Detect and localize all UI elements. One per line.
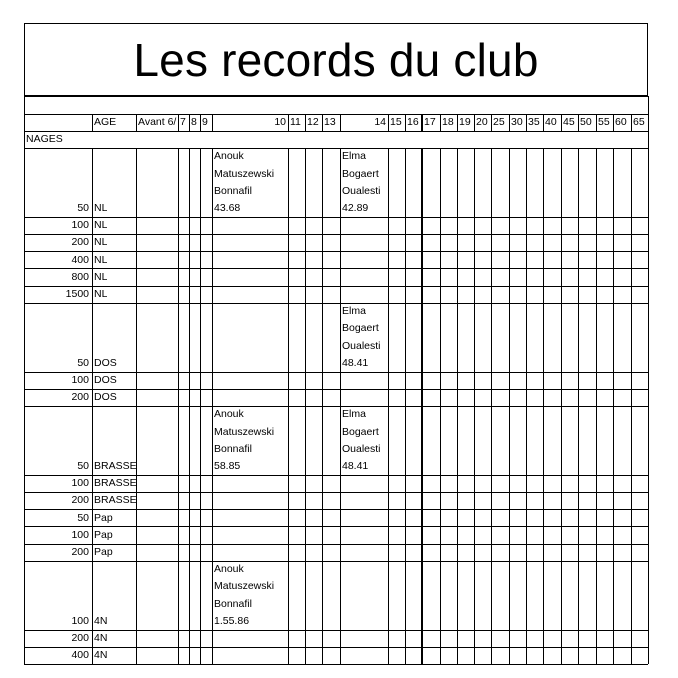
row-stroke: 4N bbox=[94, 614, 108, 627]
grid-line bbox=[613, 148, 614, 664]
header-col-avant-6-: Avant 6/ bbox=[138, 116, 177, 128]
grid-line bbox=[421, 148, 423, 664]
record-line: Matuszewski bbox=[214, 580, 275, 593]
header-col-16: 16 bbox=[407, 116, 419, 128]
record-line: Anouk bbox=[214, 408, 244, 421]
header-nages-label: NAGES bbox=[26, 133, 63, 146]
row-stroke: NL bbox=[94, 270, 108, 283]
record-line: Anouk bbox=[214, 563, 244, 576]
row-distance: 50 bbox=[77, 460, 89, 472]
grid-line bbox=[288, 114, 289, 131]
row-distance: 1500 bbox=[65, 288, 89, 300]
row-distance: 50 bbox=[77, 202, 89, 214]
row-stroke: BRASSE bbox=[94, 494, 137, 507]
record-line: Bogaert bbox=[342, 167, 379, 180]
grid-line bbox=[24, 372, 648, 373]
header-col-55: 55 bbox=[598, 116, 610, 128]
header-col-9: 9 bbox=[202, 116, 208, 128]
grid-line bbox=[200, 148, 201, 664]
grid-line bbox=[305, 148, 306, 664]
header-col-45: 45 bbox=[563, 116, 575, 128]
row-distance: 100 bbox=[71, 614, 89, 627]
row-stroke: Pap bbox=[94, 528, 113, 541]
header-col-8: 8 bbox=[191, 116, 197, 128]
header-col-35: 35 bbox=[528, 116, 540, 128]
header-col-65: 65 bbox=[633, 116, 645, 128]
grid-line bbox=[92, 114, 93, 131]
grid-line bbox=[24, 664, 648, 665]
record-line: 48.41 bbox=[342, 356, 369, 369]
row-distance: 200 bbox=[71, 494, 89, 507]
row-distance: 800 bbox=[71, 270, 89, 283]
grid-line bbox=[24, 96, 25, 114]
grid-line bbox=[596, 148, 597, 664]
grid-line bbox=[212, 148, 213, 664]
row-stroke: DOS bbox=[94, 391, 117, 404]
row-stroke: NL bbox=[94, 236, 108, 249]
row-distance: 400 bbox=[71, 253, 89, 266]
row-stroke: NL bbox=[94, 202, 108, 214]
record-line: Matuszewski bbox=[214, 167, 275, 180]
row-stroke: BRASSE bbox=[94, 460, 137, 472]
header-col-10: 10 bbox=[274, 116, 286, 128]
grid-line bbox=[388, 114, 389, 131]
row-distance: 200 bbox=[71, 391, 89, 404]
page-title: Les records du club bbox=[133, 33, 539, 86]
grid-line bbox=[24, 389, 648, 390]
title-box bbox=[24, 23, 648, 96]
record-line: Matuszewski bbox=[214, 425, 275, 438]
record-line: Bonnafil bbox=[214, 184, 252, 197]
grid-line bbox=[631, 148, 632, 664]
grid-line bbox=[509, 148, 510, 664]
grid-line bbox=[457, 148, 458, 664]
header-col-13: 13 bbox=[324, 116, 336, 128]
grid-line bbox=[189, 148, 190, 664]
header-col-18: 18 bbox=[442, 116, 454, 128]
grid-line bbox=[474, 148, 475, 664]
grid-line bbox=[24, 268, 648, 269]
grid-line bbox=[24, 217, 648, 218]
row-distance: 100 bbox=[71, 528, 89, 541]
row-distance: 200 bbox=[71, 632, 89, 644]
record-line: Oualesti bbox=[342, 339, 381, 352]
grid-line bbox=[92, 148, 93, 664]
grid-line bbox=[24, 561, 648, 562]
row-stroke: NL bbox=[94, 288, 108, 300]
row-stroke: 4N bbox=[94, 632, 108, 644]
grid-line bbox=[561, 148, 562, 664]
record-line: Oualesti bbox=[342, 442, 381, 455]
record-line: 58.85 bbox=[214, 460, 241, 472]
grid-line bbox=[491, 148, 492, 664]
grid-line bbox=[24, 148, 648, 149]
row-distance: 200 bbox=[71, 546, 89, 558]
record-line: Elma bbox=[342, 408, 366, 421]
grid-line bbox=[405, 148, 406, 664]
grid-line bbox=[24, 647, 648, 648]
grid-line bbox=[648, 96, 649, 114]
row-stroke: BRASSE bbox=[94, 477, 137, 490]
row-distance: 100 bbox=[71, 219, 89, 232]
row-distance: 100 bbox=[71, 477, 89, 490]
row-distance: 200 bbox=[71, 236, 89, 249]
grid-line bbox=[136, 148, 137, 664]
grid-line bbox=[24, 286, 648, 287]
grid-line bbox=[24, 544, 648, 545]
header-col-11: 11 bbox=[290, 116, 301, 128]
header-col-17: 17 bbox=[424, 116, 436, 128]
grid-line bbox=[388, 148, 389, 664]
grid-line bbox=[24, 303, 648, 304]
row-stroke: NL bbox=[94, 219, 108, 232]
record-line: 42.89 bbox=[342, 202, 369, 214]
grid-line bbox=[526, 148, 527, 664]
record-line: 48.41 bbox=[342, 460, 369, 472]
header-col-15: 15 bbox=[390, 116, 402, 128]
grid-line bbox=[24, 234, 648, 235]
grid-line bbox=[440, 148, 441, 664]
grid-line bbox=[136, 114, 137, 131]
header-age-label: AGE bbox=[94, 116, 117, 128]
record-line: 43.68 bbox=[214, 202, 241, 214]
record-line: Bogaert bbox=[342, 425, 379, 438]
header-col-14: 14 bbox=[374, 116, 386, 128]
row-stroke: NL bbox=[94, 253, 108, 266]
header-col-25: 25 bbox=[493, 116, 505, 128]
grid-line bbox=[288, 148, 289, 664]
grid-line bbox=[178, 148, 179, 664]
grid-line bbox=[322, 148, 323, 664]
header-col-50: 50 bbox=[580, 116, 592, 128]
grid-line bbox=[24, 526, 648, 527]
header-col-19: 19 bbox=[459, 116, 471, 128]
record-line: Elma bbox=[342, 150, 366, 163]
row-distance: 100 bbox=[71, 374, 89, 386]
grid-line bbox=[340, 148, 341, 664]
grid-line bbox=[24, 630, 648, 631]
grid-line bbox=[24, 406, 648, 407]
record-line: Bogaert bbox=[342, 322, 379, 335]
row-stroke: Pap bbox=[94, 546, 113, 558]
header-col-30: 30 bbox=[511, 116, 523, 128]
header-col-40: 40 bbox=[545, 116, 557, 128]
grid-line bbox=[24, 96, 648, 97]
row-distance: 400 bbox=[71, 649, 89, 662]
row-stroke: Pap bbox=[94, 511, 113, 524]
row-distance: 50 bbox=[77, 511, 89, 524]
row-stroke: DOS bbox=[94, 356, 117, 369]
record-line: Bonnafil bbox=[214, 442, 252, 455]
grid-line bbox=[648, 114, 649, 664]
record-line: Oualesti bbox=[342, 184, 381, 197]
grid-line bbox=[578, 148, 579, 664]
row-stroke: DOS bbox=[94, 374, 117, 386]
grid-line bbox=[24, 251, 648, 252]
row-stroke: 4N bbox=[94, 649, 108, 662]
header-col-12: 12 bbox=[307, 116, 319, 128]
row-distance: 50 bbox=[77, 356, 89, 369]
header-col-7: 7 bbox=[180, 116, 186, 128]
record-line: Anouk bbox=[214, 150, 244, 163]
record-line: 1.55.86 bbox=[214, 614, 250, 627]
record-line: Bonnafil bbox=[214, 597, 252, 610]
header-col-60: 60 bbox=[615, 116, 627, 128]
record-line: Elma bbox=[342, 305, 366, 318]
grid-line bbox=[543, 148, 544, 664]
header-col-20: 20 bbox=[476, 116, 488, 128]
